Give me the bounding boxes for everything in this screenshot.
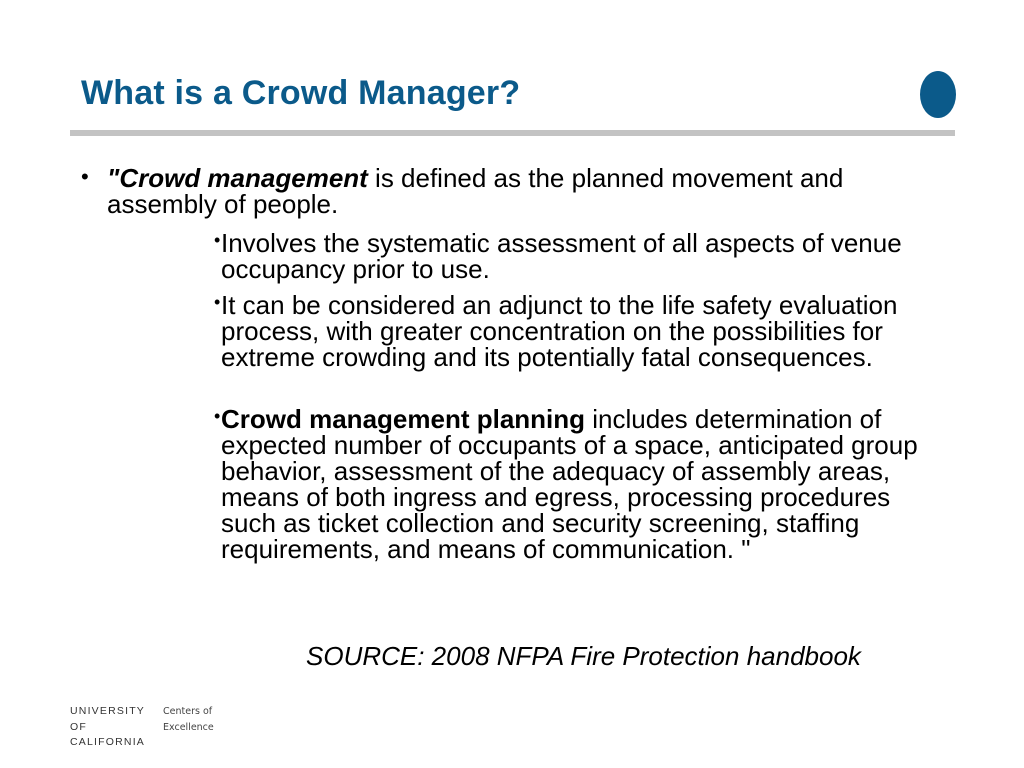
sub-bullet-emphasis: Crowd management planning xyxy=(221,404,586,434)
sub-bullet-life-safety xyxy=(214,290,941,372)
sub-bullet-assessment xyxy=(214,228,941,284)
bullet-text: is defined as the planned movement and assembly of people. xyxy=(107,163,844,219)
slide-title: What is a Crowd Manager? xyxy=(81,74,521,112)
sub-bullet-dot-icon: • xyxy=(214,230,221,250)
logo-line: OF xyxy=(70,720,87,733)
logo-line: Excellence xyxy=(163,721,214,733)
sub-bullet-dot-icon: • xyxy=(214,406,221,426)
bullet-dot-icon: • xyxy=(81,164,89,189)
sub-bullet-planning xyxy=(214,404,941,564)
bullet-emphasis: "Crowd management xyxy=(107,163,368,193)
centers-of-excellence-wordmark xyxy=(163,704,214,751)
logo-line: UNIVERSITY xyxy=(70,705,146,717)
logo-line: Centers of xyxy=(163,706,213,717)
sub-bullet-dot-icon: • xyxy=(214,292,221,312)
university-of-california-wordmark xyxy=(70,704,145,751)
bullet-crowd-management-definition xyxy=(81,163,917,219)
logo-line: CALIFORNIA xyxy=(70,736,146,748)
uc-centers-of-excellence-logo xyxy=(70,704,214,751)
sub-bullet-text: It can be considered an adjunct to the life safety evaluation process, with greater concentration on the possibilities for extreme crowding and its potentially fatal consequences. xyxy=(221,290,898,372)
source-citation: SOURCE: 2008 NFPA Fire Protection handbook xyxy=(306,641,861,671)
sub-bullet-text: includes determination of expected number of occupants of a space, anticipated group behavior, assessment of the adequacy of assembly areas, means of both ingress and egress, processing procedures such as ticket collection and security screening, staffing requirements, and means of communication. " xyxy=(221,404,918,564)
sub-bullet-text: Involves the systematic assessment of all aspects of venue occupancy prior to use. xyxy=(221,228,902,284)
